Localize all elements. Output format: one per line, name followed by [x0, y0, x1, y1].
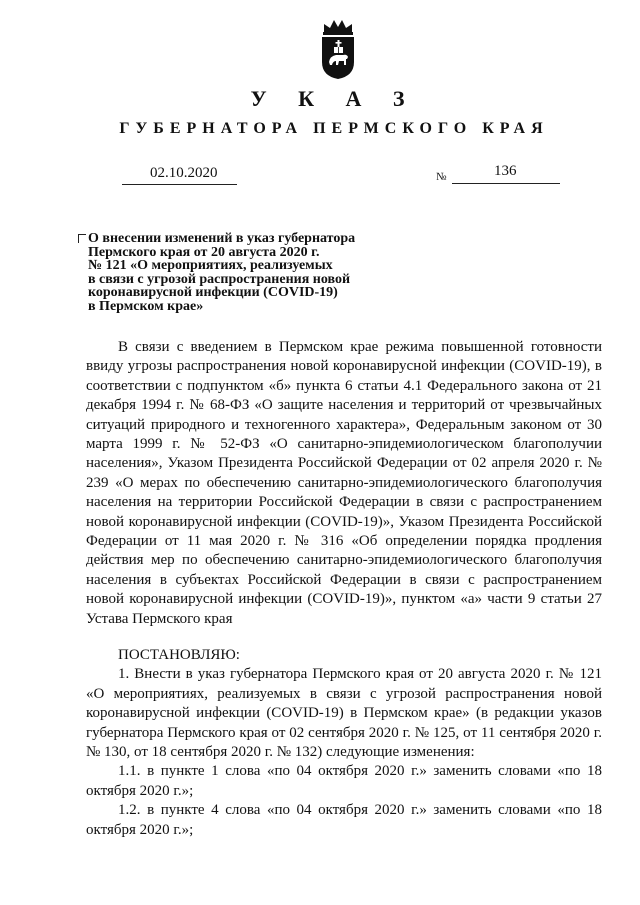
heading-line: коронавирусной инфекции (COVID-19) [88, 285, 338, 300]
number-sign: № [436, 171, 447, 183]
heading-corner-mark [78, 234, 86, 243]
heading-line: в связи с угрозой распространения новой [88, 271, 351, 287]
item-1-2-paragraph: 1.2. в пункте 4 слова «по 04 октября 2020 г.» заменить словами «по 18 октября 2020 г.»; [86, 802, 602, 838]
document-number: 136 [494, 163, 517, 179]
document-date-field [122, 165, 237, 187]
heading-line: в Пермском крае» [88, 298, 204, 314]
document-heading [88, 232, 388, 313]
date-underline [122, 184, 237, 185]
decree-word: ПОСТАНОВЛЯЮ: [118, 647, 240, 663]
preamble-paragraph: В связи с введением в Пермском крае режима повышенной готовности ввиду угрозы распространения новой коронавирусной инфекции (COVID-19), в соответствии с подпунктом «б» пункта 6 статьи 4.1 Федерального закона от 21 декабря 1994 г. № 68-ФЗ «О защите населения и территорий от чрезвычайных ситуаций природного и техногенного характера», Федеральным законом от 30 марта 1999 г. № 52-ФЗ «О санитарно-эпидемиологическом благополучии населения», Указом Президента Российской Федерации от 02 апреля 2020 г. № 239 «О мерах по обеспечению санитарно-эпидемиологического благополучия населения на территории Российской Федерации в связи с распространением новой коронавирусной инфекции (COVID-19)», Указом Президента Российской Федерации от 11 мая 2020 г. № 316 «Об определении порядка продления действия мер по обеспечению санитарно-эпидемиологического благополучия населения в субъектах Российской Федерации в связи с распространением новой коронавирусной инфекции (COVID-19)», пунктом «а» части 9 статьи 27 Устава Пермского края [86, 339, 602, 627]
document-type-title: У К А З [250, 86, 418, 111]
heading-line: Пермского края от 20 августа 2020 г. [88, 244, 320, 260]
item-1-paragraph: 1. Внести в указ губернатора Пермского края от 20 августа 2020 г. № 121 «О мероприятиях, реализуемых в связи с угрозой распространения новой коронавирусной инфекции (COVID-19) в Пермском крае» (в редакции указов губернатора Пермского края от 02 сентября 2020 г. № 125, от 11 сентября 2020 г. № 130, от 18 сентября 2020 г. № 132) следующие изменения: [86, 666, 602, 761]
preamble-block [86, 338, 602, 629]
document-number-field [436, 163, 560, 187]
heading-line: № 121 «О мероприятиях, реализуемых [88, 258, 333, 273]
perm-coat-of-arms-icon [316, 18, 360, 80]
item-1-1-paragraph: 1.1. в пункте 1 слова «по 04 октября 2020 г.» заменить словами «по 18 октября 2020 г.»; [86, 763, 602, 799]
issuer-subtitle: ГУБЕРНАТОРА ПЕРМСКОГО КРАЯ [119, 120, 549, 137]
document-date: 02.10.2020 [150, 165, 218, 181]
number-underline [452, 183, 560, 184]
decree-block [86, 646, 602, 840]
heading-line: О внесении изменений в указ губернатора [88, 231, 356, 246]
